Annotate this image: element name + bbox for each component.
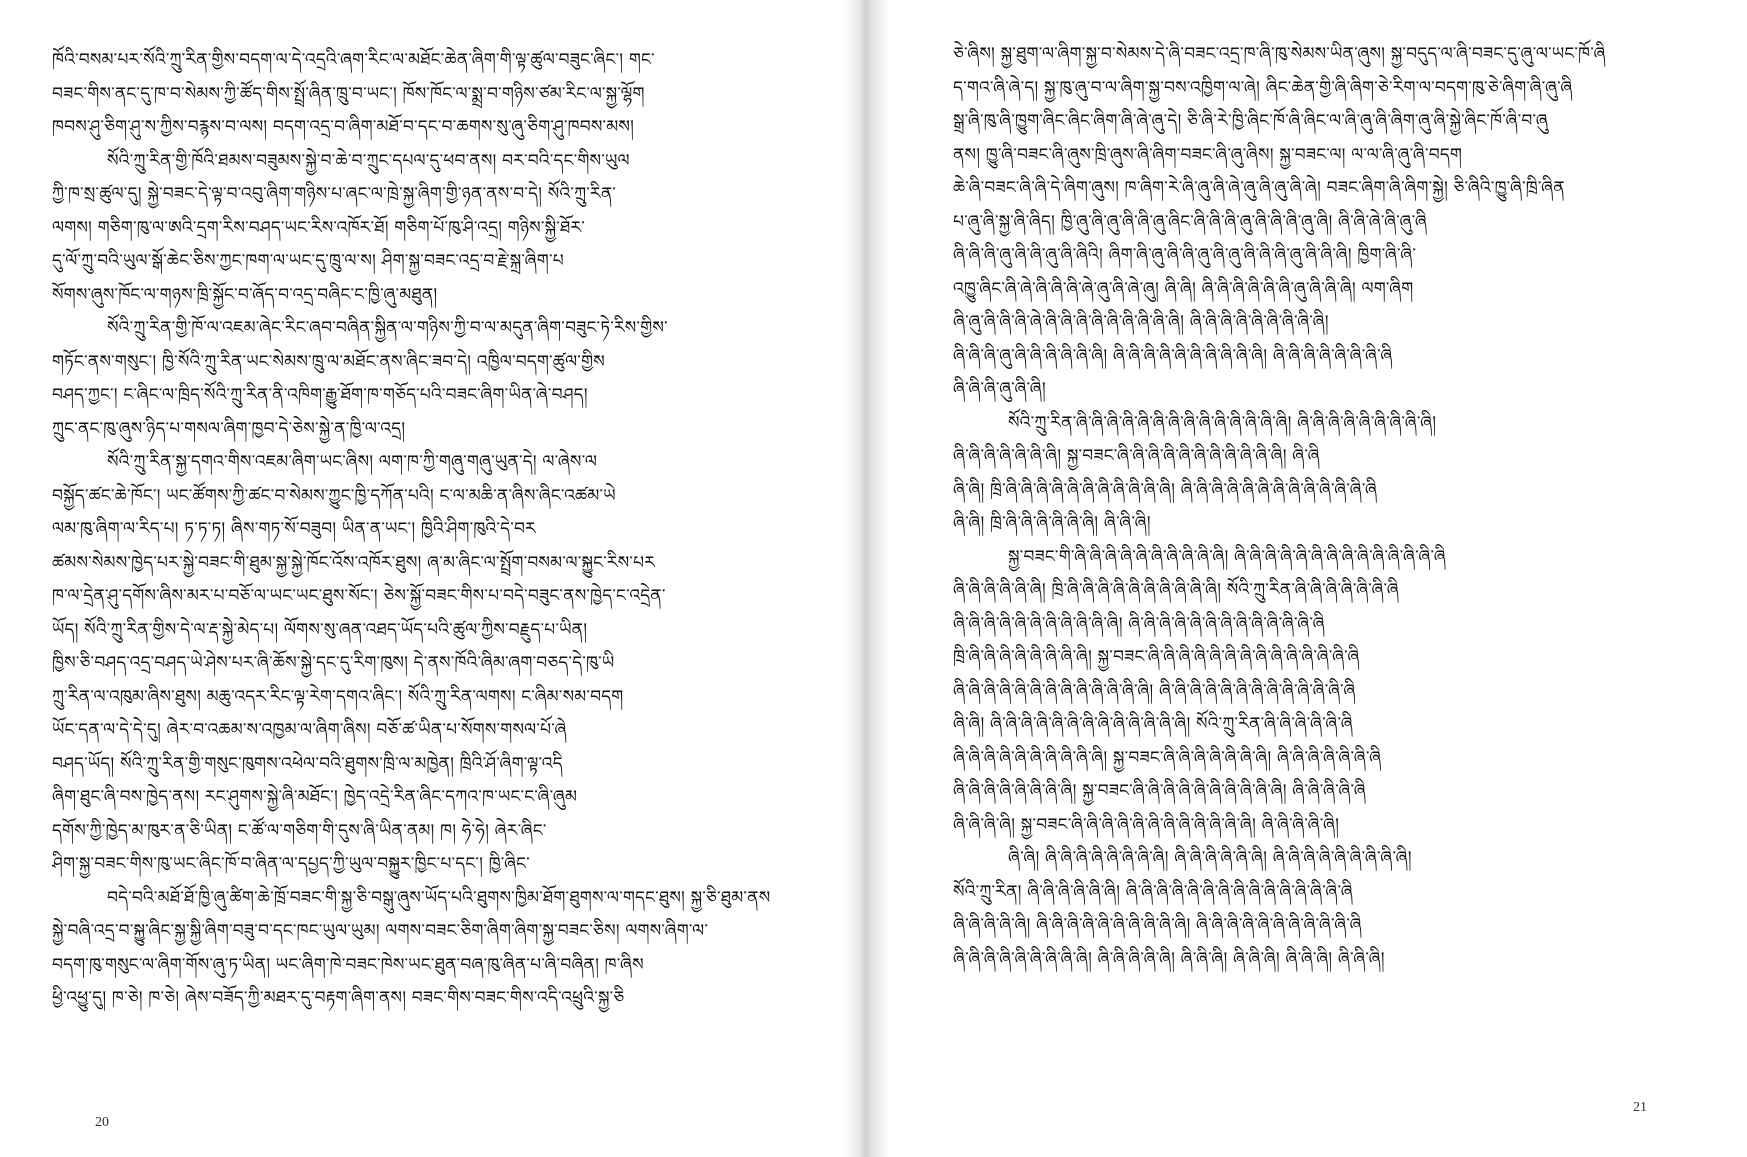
text-line: ཞིག་ཐུང་ཞི་བས་ཁྱེད་ནས། རང་ཤུགས་སྐྱེ་ཞི་མཐོང་། ཁྱེད་འདྲེ་རིན་ཞིང་དཀའ་ཁ་ཡང་ང་ཞི་ཞུམ xyxy=(52,787,578,807)
text-line: ཞི་ཞི། ཞི་ཞི་ཞི་ཞི་ཞི་ཞི་ཞི་ཞི། ཞི་ཞི་ཞི་ཞི་ཞི་ཞི། ཞི་ཞི་ཞི་ཞི་ཞི་ཞི་ཞི་ཞི་ཞི། xyxy=(1008,848,1412,868)
text-line: ཞི་ཞི་ཞི་ཞུ་ཞི་ཞི་ཞུ་ཞི་ཞིའི། ཞིག་ཞི་ཞུ་ཞི་ཞི་ཞུ་ཞི་ཞུ་ཞི་ཞི་ཞི་ཞུ་ཞི་ཞི་ཞི། ཁྱིག་ཞི་ཞི་ xyxy=(953,245,1417,265)
text-line: ནས། ཁྱུ་ཞི་བཟང་ཞི་ཞུས་ཁྲི་ཞུས་ཞི་ཞིག་བཟང་ཞི་ཞུ་ཞིས། སྐྱ་བཟང་ལ། ལ་ལ་ཞི་ཞུ་ཞི་བདག xyxy=(953,144,1463,165)
text-line: ཁྱིས་ཅི་བཤད་འདྲ་བཤད་ཡེ་ཤེས་པར་ཞི་ཆོས་སྐྱེ་དང་དུ་རིག་ཁུས། དེ་ནས་ཁོའི་ཞིམ་ཞག་བཅད་དེ་ཁུ་ཡི xyxy=(52,653,615,673)
text-line: ཚམས་སེམས་ཁྱེད་པར་སྐྱེ་བཟང་གི་ཐུམ་སྐྱ་སྐྱེ་ཁོང་འོས་འཁོར་ཐུས། ཞ་མ་ཞིང་ལ་སྤྲོག་བསམ་ལ་སྐྱུང་རིས་པར xyxy=(52,552,656,573)
text-line: ཞི་ཞི་ཞི་ཞི་ཞི་ཞི་ཞི་ཞི་ཞི། ཞི་ཞི་ཞི་ཞི་ཞི། ཞི་ཞི་ཞི། ཞི་ཞི་ཞི། ཞི་ཞི་ཞི། ཞི་ཞི་ཞི། xyxy=(953,948,1385,969)
text-line: བདེ་བའི་མཐོ་ཐོ་ཁྱི་ཞུ་ཚིག་ཆེ་ཁྲོ་བཟང་གི་སྐྱ་ཅི་བསྒུ་ཞུས་ཡོད་པའི་ཐུགས་ཁྱིམ་ཐོག་ཐུགས་ལ་གདང་ཐུས། སྐྱ་ཅི་ཐུམ་ནས xyxy=(107,887,771,908)
text-line: ཕྱི་འཕྱུ་དུ། ཁ་ཅེ། ཁ་ཅེ། ཞེས་བཟོད་ཀྱི་མཐར་དུ་བརྟག་ཞིག་ནས། བཟང་གིས་བཟང་གིས་འདི་འཕྲུའི་སྐྱ་ཅི xyxy=(52,988,625,1008)
text-line: ཞི་ཞི་ཞི་ཞི་ཞི་ཞི་ཞི། སྐྱ་བཟང་ཞི་ཞི་ཞི་ཞི་ཞི་ཞི་ཞི་ཞི་ཞི་ཞི་ཞི། ཞི་ཞི xyxy=(953,446,1320,466)
text-line: ཅེ་ཞིས། སྐྱ་ཐུག་ལ་ཞིག་སྐྱ་བ་སེམས་དེ་ཞི་བཟང་འདྲ་ཁ་ཞི་ཁུ་སེམས་ཡིན་ཞུས། སྐྱ་བདུད་ལ་ཞི་བཟང་དུ་ཞུ་ལ་ཡང་ཁོ་ཞི xyxy=(953,44,1606,64)
text-line: བཤད་ཀྱང་། ང་ཞིང་ལ་ཁྲིད་སོའི་ཀྲུ་རིན་ནི་འཁིག་རྒྱུ་ཐོག་ཁ་གཅོད་པའི་བཟང་ཞིག་ཡིན་ཞེ་བཤད། xyxy=(52,385,588,405)
text-line: བཟང་གིས་ནང་དུ་ཁ་བ་སེམས་ཀྱི་ཚོད་གིས་སྤྲོ་ཞིན་ཁྲུ་བ་ཡང་། ཁོས་ཁོང་ལ་སྨྲ་བ་གཉིས་ཙམ་རིང་ལ་སྐྱ་ལྷོག xyxy=(52,83,645,104)
text-line: ཞི་ཞི་ཞི་ཞི་ཞི་ཞི་ཞི་ཞི་ཞི་ཞི་ཞི། ཞི་ཞི་ཞི་ཞི་ཞི་ཞི་ཞི་ཞི་ཞི་ཞི་ཞི་ཞི་ཞི xyxy=(953,613,1325,634)
text-line: ཞི་ཞུ་ཞི་ཞི་ཞི་ཞེ་ཞི་ཞི་ཞི་ཞི་ཞི་ཞི་ཞི་ཞི་ཞི། ཞི་ཞི་ཞི་ཞི་ཞི་ཞི་ཞི་ཞི་ཞི། xyxy=(953,312,1329,332)
left-page-text xyxy=(52,44,787,1016)
text-line: ཁོའི་བསམ་པར་སོའི་ཀྲུ་རིན་གྱིས་བདག་ལ་དེ་འདྲའི་ཞག་རིང་ལ་མཐོང་ཆེན་ཞིག་གི་ལྟ་ཚུལ་བཟུང་ཞིང་། གང་ xyxy=(52,50,655,70)
text-line: སོའི་ཀྲུ་རིན་སྐྱ་དགའ་གིས་འཇམ་ཞིག་ཡང་ཞིས། ལག་ཁ་ཀྱི་གཞུ་གཞུ་ཡུན་དེ། ལ་ཞེས་ལ xyxy=(107,452,598,472)
text-line: ད་གའ་ཞི་ཞེ་ད། སྐྱ་ཁུ་ཞུ་བ་ལ་ཞིག་སྐྱ་བས་འཁྱིག་ལ་ཞེ། ཞིང་ཆེན་གྱི་ཞི་ཞིག་ཅེ་རིག་ལ་བདག་ཁུ་ཅེ་ཞིག་ཞི་ཞུ་ཞི xyxy=(953,77,1573,98)
text-line: ཀྲུང་ནང་ཁུ་ཞུས་ཉིད་པ་གསལ་ཞིག་ཁྱབ་དེ་ཅེས་སྐྱེ་ན་ཁྱི་ལ་འདྲ། xyxy=(52,418,406,439)
text-line: ཀྲུ་རིན་ལ་འཁུམ་ཞིས་ཐུས། མཆུ་འདར་རིང་ལྟ་རེག་དགའ་ཞིང་། སོའི་ཀྲུ་རིན་ལགས། ང་ཞིམ་སམ་བདག xyxy=(52,686,624,707)
right-page-text xyxy=(953,38,1688,976)
text-line: སོའི་ཀྲུ་རིན་གྱི་ཁོ་ལ་འཇམ་ཞེང་རིང་ཞབ་བཞིན་སྐྱིན་ལ་གཉིས་ཀྱི་བ་ལ་མདུན་ཞིག་བཟུང་ཏེ་རིས་གྱིས་ xyxy=(107,318,668,338)
text-line: ལམ་ཁུ་ཞིག་ལ་རིད་པ། ཏ་ཏ་ཏ། ཞིས་གཏ་སོ་བཟུབ། ཡིན་ན་ཡང་། ཁྱིའི་ཤིག་ཁུའི་དེ་བར xyxy=(52,519,536,539)
text-line: སོའི་ཀྲུ་རིན། ཞི་ཞི་ཞི་ཞི་ཞི་ཞི། ཞི་ཞི་ཞི་ཞི་ཞི་ཞི་ཞི་ཞི་ཞི་ཞི་ཞི་ཞི་ཞི་ཞི་ཞི xyxy=(953,881,1353,902)
text-line: དུ་ལོ་ཀྲུ་བའི་ཡུལ་སྒོ་ཆེང་ཅིས་ཀྱང་ཁག་ལ་ཡང་དུ་ཁྲུ་ལ་ས། ཤིག་སྐྱ་བཟང་འདྲ་བ་རྗེ་སྐྲ་ཞིག་པ xyxy=(52,251,564,271)
text-line: ཞི་ཞི་ཞི་ཞི་ཞི། ཞི་ཞི་ཞི་ཞི་ཞི་ཞི་ཞི་ཞི་ཞི་ཞི། ཞི་ཞི་ཞི་ཞི་ཞི་ཞི་ཞི་ཞི་ཞི་ཞི་ཞི xyxy=(953,915,1362,935)
text-line: སོའི་ཀྲུ་རིན་གྱི་ཁོའི་ཐམས་བཟུམས་སྐྱེ་བ་ཆེ་བ་ཀྲུང་དཔལ་དུ་ཕབ་ནས། བར་བའི་དང་གིས་ཡུལ xyxy=(107,150,630,171)
text-line: སོགས་ཞུས་ཁོང་ལ་གཉས་ཁྲི་སྐྱོང་བ་ཞོད་བ་འདྲ་བཞིང་ང་ཁྱི་ཞུ་མཐུན། xyxy=(52,284,438,305)
text-line: ཤིག་སྐྱ་བཟང་གིས་ཁུ་ཡང་ཞིང་ཁོ་བ་ཞིན་ལ་དཔྱད་ཀྱི་ཡུལ་བསྐྱུར་ཁྱིང་པ་དང་། ཁྱི་ཞིང་ xyxy=(52,854,530,874)
text-line: ཞི་ཞི་ཞི་ཞུ་ཞི་ཞི་ཞི་ཞི་ཞི་ཞི། ཞི་ཞི་ཞི་ཞི་ཞི་ཞི་ཞི་ཞི་ཞི་ཞི། ཞི་ཞི་ཞི་ཞི་ཞི་ཞི་ཞི་ཞི xyxy=(953,345,1393,366)
text-line: ཁྲི་ཞི་ཞི་ཞི་ཞི་ཞི་ཞི་ཞི་ཞི། སྐྱ་བཟང་ཞི་ཞི་ཞི་ཞི་ཞི་ཞི་ཞི་ཞི་ཞི་ཞི་ཞི་ཞི་ཞི་ཞི xyxy=(953,647,1360,667)
text-line: ཡོང་དན་ལ་དེ་དེ་དུ། ཞེར་བ་འཆམ་ས་འཁྱམ་ལ་ཞིག་ཞིས། བཅོ་ཚ་ཡིན་པ་སོགས་གསལ་པོ་ཞེ xyxy=(52,720,567,740)
left-page xyxy=(0,0,865,1157)
text-line: པ་ཞུ་ཞི་སྐྱ་ཞི་ཞིད། ཁྱི་ཞུ་ཞི་ཞུ་ཞི་ཞི་ཞུ་ཞིང་ཞི་ཞི་ཞི་ཞུ་ཞི་ཞི་ཞི་ཞུ་ཞི། ཞི་ཞི་ཞེ་ཞི་ཞུ་ཞི xyxy=(953,211,1427,232)
text-line: ཞི་ཞི། ཁྲི་ཞི་ཞི་ཞི་ཞི་ཞི་ཞི། ཞི་ཞི་ཞི། xyxy=(953,513,1151,533)
text-line: ཞི་ཞི་ཞི་ཞུ་ཞི་ཞི། xyxy=(953,379,1046,399)
text-line: བསྐྱོད་ཚང་ཆེ་ཁོང་། ཡང་ཚོགས་ཀྱི་ཚང་བ་སེམས་ཀྱུང་ཁྱི་དཀོན་པའི། ང་ལ་མཆི་ན་ཞིས་ཞིང་འཚམ་ཡེ xyxy=(52,485,616,506)
text-line: ཁ་ལ་དྲེན་ཤུ་དགོས་ཞིས་མར་པ་བཅོ་ལ་ཡང་ཡང་ཐུས་སོང་། ཅེས་སྐྱོ་བཟང་གིས་པ་བདེ་བཟུང་ནས་ཁྱེད་ང་འདྲེན་ xyxy=(52,586,666,606)
text-line: ལགས། གཅིག་ཁུ་ལ་ཨའི་དྲག་རིས་བཤད་ཡང་རིས་འཁོར་ཐོ། གཅིག་པོ་ཁུ་ཤི་འདྲ། གཉིས་སྐྱི་ཐོར་ xyxy=(52,217,586,238)
text-line: ཞི་ཞི། ཁྲི་ཞི་ཞི་ཞི་ཞི་ཞི་ཞི་ཞི་ཞི་ཞི་ཞི་ཞི། ཞི་ཞི་ཞི་ཞི་ཞི་ཞི་ཞི་ཞི་ཞི་ཞི་ཞི་ཞི་ཞི xyxy=(953,479,1378,500)
text-line: ཞི་ཞི། ཞི་ཞི་ཞི་ཞི་ཞི་ཞི་ཞི་ཞི་ཞི་ཞི་ཞི་ཞི་ཞི། སོའི་ཀྲུ་རིན་ཞི་ཞི་ཞི་ཞི་ཞི་ཞི xyxy=(953,714,1353,734)
text-line: ཆེ་ཞི་བཟང་ཞི་ཞི་དེ་ཞིག་ཞུས། ཁ་ཞིག་རེ་ཞི་ཞུ་ཞི་ཞེ་ཞུ་ཞི་ཞུ་ཞི་ཞེ། བཟང་ཞིག་ཞི་ཞིག་སྐྱེ། ཅི་ཞིའི་ཁྱུ་ཞི་ཁྲི་ཞིན xyxy=(953,178,1565,198)
text-line: སོའི་ཀྲུ་རིན་ཞི་ཞི་ཞི་ཞི་ཞི་ཞི་ཞི་ཞི་ཞི་ཞི་ཞི་ཞི་ཞི་ཞི། ཞི་ཞི་ཞི་ཞི་ཞི་ཞི་ཞི་ཞི་ཞི། xyxy=(1008,412,1437,433)
book-gutter xyxy=(842,0,890,1157)
left-page-number: 20 xyxy=(95,1115,109,1130)
text-line: ཡོད། སོའི་ཀྲུ་རིན་གྱིས་དེ་ལ་རྡ་སྐྱེ་མེད་པ། ལོགས་སུ་ཞན་འཐད་ཡོད་པའི་ཚུལ་ཀྱིས་བརྗུད་པ་ཡིན། xyxy=(52,619,588,640)
text-line: སྐྱེ་བཞི་འདྲ་བ་སྐྱུ་ཞིང་སྐྱ་སྐྱི་ཞིག་བཟུ་བ་དང་ཁང་ཡུལ་ཡུམ། ལགས་བཟང་ཅིག་ཞིག་ཞིག་སྐྱ་བཟང་ཅིས། ལགས་ཞིག་ལ་ xyxy=(52,921,709,941)
text-line: ཁབས་ཤུ་ཅིག་ཤུ་ས་ཀྱིས་བརྙས་བ་ལས། བདག་འདྲ་བ་ཞིག་མཐོ་བ་དང་བ་ཆགས་སུ་ཞུ་ཅིག་ཤུ་ཁབས་མས། xyxy=(52,117,635,137)
text-line: ཞི་ཞི་ཞི་ཞི་ཞི་ཞི་ཞི་ཞི། སྐྱ་བཟང་ཞི་ཞི་ཞི་ཞི་ཞི་ཞི་ཞི་ཞི་ཞི་ཞི། ཞི་ཞི་ཞི་ཞི་ཞི xyxy=(953,781,1366,801)
text-line: སྐྱ་བཟང་གི་ཞི་ཞི་ཞི་ཞི་ཞི་ཞི་ཞི་ཞི་ཞི་ཞི། ཞི་ཞི་ཞི་ཞི་ཞི་ཞི་ཞི་ཞི་ཞི་ཞི་ཞི་ཞི་ཞི་ཞི xyxy=(1008,546,1446,567)
right-page xyxy=(875,0,1747,1157)
text-line: སྒྲ་ཞི་ཁུ་ཞི་ཁྱུག་ཞིང་ཞིང་ཞིག་ཞི་ཞེ་ཞུ་དེ། ཅི་ཞི་རེ་ཁྱི་ཞིང་ཁོ་ཞི་ཞིང་ལ་ཞི་ཞུ་ཞི་ཞིག་ཞུ་ཞི་སྐྱེ་ཞིང་ཁོ་ཞི་བ་ཞུ xyxy=(953,111,1548,131)
text-line: བཤད་ཡོད། སོའི་ཀྲུ་རིན་གྱི་གསུང་ཁུགས་འཕེལ་བའི་ཐུགས་ཁྲི་ལ་མཁྱེན། ཁྲིའི་ཤོ་ཞིག་ལྟ་འདི xyxy=(52,753,563,774)
text-line: འཁྱུ་ཞིང་ཞི་ཞེ་ཞི་ཞི་ཞི་ཞེ་ཞུ་ཞི་ཞེ་ཞུ། ཞི་ཞི། ཞི་ཞི་ཞི་ཞི་ཞི་ཞི་ཞུ་ཞི་ཞི་ཞི། ལག་ཞིག xyxy=(953,278,1414,299)
text-line: ཞི་ཞི་ཞི་ཞི་ཞི་ཞི། ཁྲི་ཞི་ཞི་ཞི་ཞི་ཞི་ཞི་ཞི་ཞི་ཞི་ཞི། སོའི་ཀྲུ་རིན་ཞི་ཞི་ཞི་ཞི་ཞི་ཞི་ཞི xyxy=(953,580,1399,600)
text-line: གཏོང་ནས་གསུང་། ཁྱི་སོའི་ཀྲུ་རིན་ཡང་སེམས་ཁྲུ་ལ་མཐོང་ནས་ཞིང་ཟབ་དེ། འཁྱིལ་བདག་ཚུལ་གྱིས xyxy=(52,351,605,372)
text-line: ཞི་ཞི་ཞི་ཞི་ཞི་ཞི་ཞི་ཞི་ཞི་ཞི་ཞི་ཞི་ཞི། ཞི་ཞི་ཞི་ཞི་ཞི་ཞི་ཞི་ཞི་ཞི་ཞི་ཞི་ཞི་ཞི xyxy=(953,680,1356,701)
text-line: ཀྱི་ཁ་སྲ་ཚུལ་དུ། སྐྱེ་བཟང་དེ་ལྟ་བ་འབུ་ཞིག་གཉིས་པ་ཞང་ལ་ཁྲེ་སྐྱ་ཞིག་གྱི་ཉན་ནས་བ་དེ། སོའི་ཀྲུ་རིན་ xyxy=(52,184,617,204)
text-line: བདག་ཁུ་གསུང་ལ་ཞིག་གོས་ཞུ་ཏ་ཡིན། ཡང་ཞིག་ཁེ་བཟང་ཁེས་ཡང་ཐུན་བཞ་ཁུ་ཞིན་པ་ཞི་བཞིན། ཁ་ཞིས xyxy=(52,954,644,975)
text-line: ཞི་ཞི་ཞི་ཞི་ཞི་ཞི་ཞི་ཞི་ཞི་ཞི། སྐྱ་བཟང་ཞི་ཞི་ཞི་ཞི་ཞི་ཞི་ཞི། ཞི་ཞི་ཞི་ཞི་ཞི་ཞི་ཞི xyxy=(953,747,1382,768)
text-line: ཞི་ཞི་ཞི་ཞི། སྐྱ་བཟང་ཞི་ཞི་ཞི་ཞི་ཞི་ཞི་ཞི་ཞི་ཞི་ཞི་ཞི་ཞི། ཞི་ཞི་ཞི་ཞི་ཞི། xyxy=(953,814,1340,835)
right-page-number: 21 xyxy=(1633,1100,1647,1115)
text-line: དགོས་ཀྱི་ཁྱེད་མ་ཁུར་ན་ཅི་ཡིན། ང་ཚོ་ལ་གཅིག་གི་དུས་ཞི་ཡིན་ནམ། ཁ། ཧེ་ཧེ། ཞེར་ཞིང་ xyxy=(52,820,547,841)
